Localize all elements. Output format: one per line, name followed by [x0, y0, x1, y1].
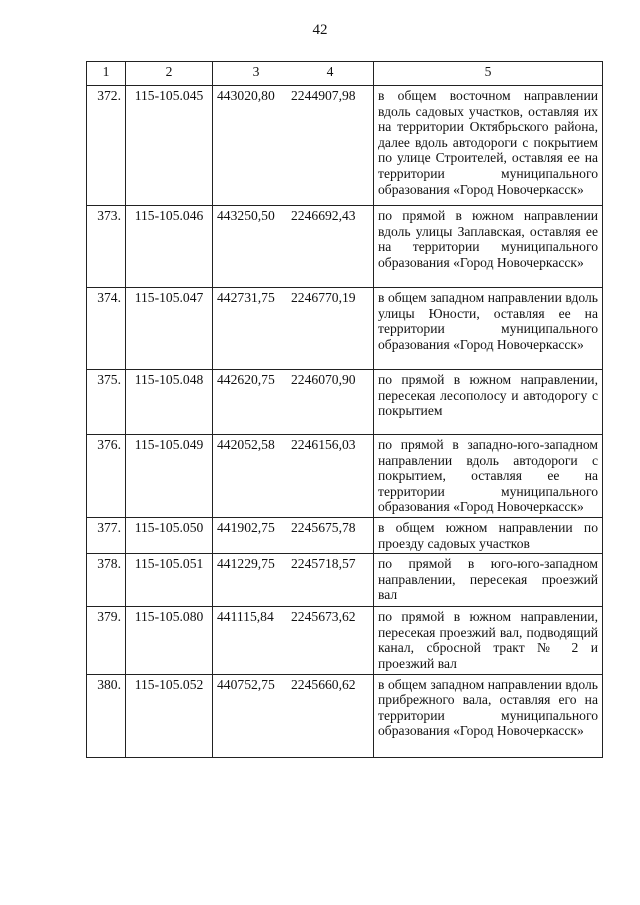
- row-number: 376.: [87, 435, 126, 518]
- description: по прямой в южном направлении, пересекая лесополосу и автодорогу с покрытием: [374, 370, 603, 435]
- table-row: [87, 288, 603, 370]
- point-code: 115-105.050: [126, 518, 213, 554]
- coord-x: 442620,75: [217, 372, 275, 387]
- description: в общем западном направлении вдоль прибрежного вала, оставляя его на территории муниципального образования «Город Новочеркасск»: [374, 674, 603, 757]
- table-row: [87, 86, 603, 206]
- row-number: 375.: [87, 370, 126, 435]
- description: в общем западном направлении вдоль улицы Юности, оставляя ее на территории муниципального образования «Город Новочеркасск»: [374, 288, 603, 370]
- coord-y: 2246156,03: [291, 437, 356, 452]
- description: по прямой в западно-юго-западном направлении вдоль автодороги с покрытием, оставляя ее на территории муниципального образования «Город Новочеркасск»: [374, 435, 603, 518]
- row-number: 379.: [87, 607, 126, 674]
- row-number: 377.: [87, 518, 126, 554]
- point-code: 115-105.046: [126, 206, 213, 288]
- coord-x: 441229,75: [217, 556, 275, 572]
- coord-x: 441902,75: [217, 520, 275, 535]
- coord-y: 2246770,19: [291, 290, 356, 305]
- header-col-5: 5: [374, 62, 603, 86]
- coordinates: [213, 518, 374, 554]
- coord-y: 2246692,43: [291, 208, 356, 223]
- table-row: [87, 674, 603, 757]
- point-code: 115-105.051: [126, 554, 213, 607]
- header-col-1: 1: [87, 62, 126, 86]
- coord-x: 441115,84: [217, 609, 274, 625]
- point-code: 115-105.080: [126, 607, 213, 674]
- table-row: [87, 435, 603, 518]
- page-number: 42: [312, 22, 328, 38]
- boundary-table: [86, 61, 603, 758]
- coord-y: 2245675,78: [291, 520, 356, 535]
- coord-y: 2244907,98: [291, 88, 356, 103]
- table-row: [87, 607, 603, 674]
- table-row: [87, 370, 603, 435]
- table-row: [87, 554, 603, 607]
- coordinates: [213, 554, 374, 607]
- coord-x: 442731,75: [217, 290, 275, 305]
- coord-y: 2245660,62: [291, 676, 356, 692]
- row-number: 380.: [87, 674, 126, 757]
- description: в общем южном направлении по проезду садовых участков: [374, 518, 603, 554]
- coordinates: [213, 288, 374, 370]
- coord-x: 443020,80: [217, 88, 275, 103]
- description: по прямой в южном направлении, пересекая проезжий вал, подводящий канал, сбросной тракт № 2 и проезжий вал: [374, 607, 603, 674]
- point-code: 115-105.047: [126, 288, 213, 370]
- row-number: 374.: [87, 288, 126, 370]
- header-col-2: 2: [126, 62, 213, 86]
- header-row: [87, 62, 603, 86]
- row-number: 372.: [87, 86, 126, 206]
- header-col-3: 3: [252, 64, 260, 79]
- table-row: [87, 518, 603, 554]
- coord-x: 442052,58: [217, 437, 275, 452]
- point-code: 115-105.045: [126, 86, 213, 206]
- coord-y: 2246070,90: [291, 372, 356, 387]
- row-number: 373.: [87, 206, 126, 288]
- table-row: [87, 206, 603, 288]
- coordinates: [213, 86, 374, 206]
- description: по прямой в южном направлении вдоль улицы Заплавская, оставляя ее на территории муниципального образования «Город Новочеркасск»: [374, 206, 603, 288]
- coordinates: [213, 370, 374, 435]
- point-code: 115-105.049: [126, 435, 213, 518]
- header-col-4: 4: [326, 64, 334, 79]
- coord-y: 2245718,57: [291, 556, 356, 572]
- coord-x: 443250,50: [217, 208, 275, 223]
- row-number: 378.: [87, 554, 126, 607]
- point-code: 115-105.052: [126, 674, 213, 757]
- header-col-3-4: [213, 62, 374, 86]
- coordinates: [213, 206, 374, 288]
- coordinates: [213, 674, 374, 757]
- description: в общем восточном направлении вдоль садовых участков, оставляя их на территории Октябрьского района, далее вдоль автодороги с покрытием по улице Строителей, оставляя ее на территории муниципального образования «Город Новочеркасск»: [374, 86, 603, 206]
- point-code: 115-105.048: [126, 370, 213, 435]
- coord-x: 440752,75: [217, 676, 275, 692]
- coord-y: 2245673,62: [291, 609, 356, 625]
- coordinates: [213, 435, 374, 518]
- description: по прямой в юго-юго-западном направлении, пересекая проезжий вал: [374, 554, 603, 607]
- coordinates: [213, 607, 374, 674]
